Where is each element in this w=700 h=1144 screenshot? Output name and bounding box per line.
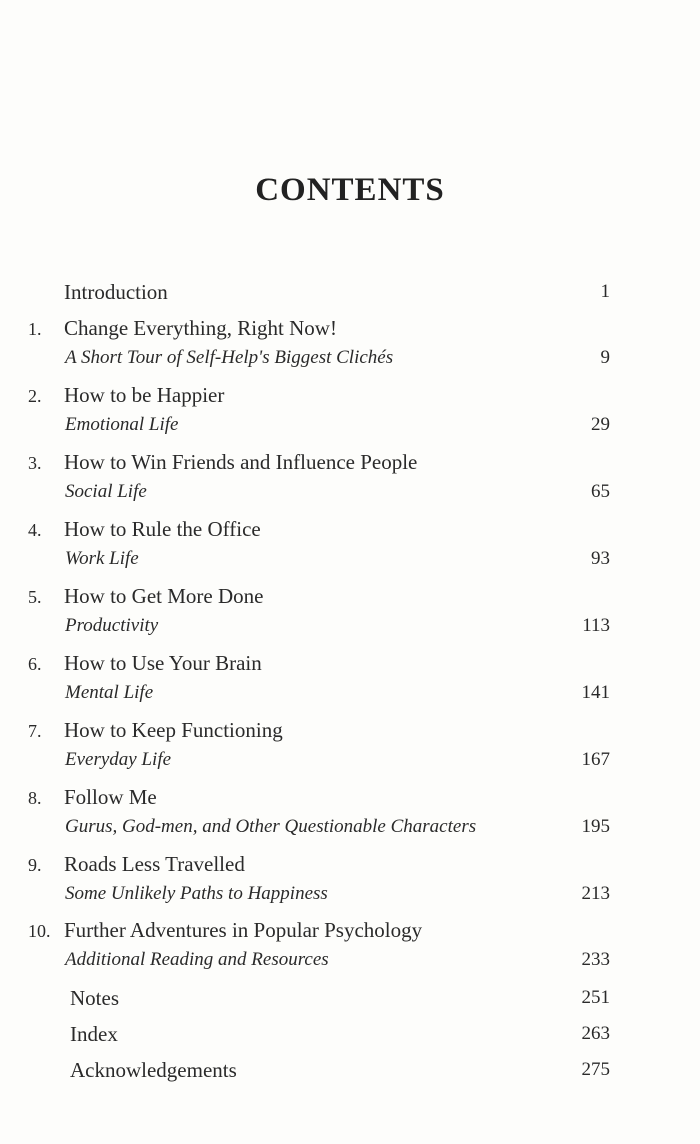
entry-page: 251 — [581, 987, 610, 1008]
entry-page: 141 — [581, 682, 610, 703]
entry-subtitle: Some Unlikely Paths to Happiness — [65, 883, 328, 904]
entry-subtitle: Everyday Life — [65, 749, 172, 770]
entry-subtitle: Gurus, God-men, and Other Questionable Characters — [65, 816, 477, 837]
chapter-number: 7. — [28, 721, 42, 741]
entry-subtitle: Productivity — [65, 615, 159, 636]
entry-subtitle: Work Life — [65, 548, 139, 569]
entry-page: 213 — [581, 883, 610, 904]
entry-page: 93 — [591, 548, 610, 569]
chapter-number: 2. — [28, 386, 42, 406]
chapter-number: 3. — [28, 453, 42, 473]
entry-subtitle: Emotional Life — [65, 414, 179, 435]
page-title: CONTENTS — [255, 172, 445, 208]
entry-title: How to Get More Done — [64, 584, 264, 608]
entry-title: How to be Happier — [64, 383, 225, 407]
entry-page: 275 — [581, 1059, 610, 1080]
entry-page: 167 — [581, 749, 610, 770]
entry-title: Follow Me — [64, 785, 157, 809]
entry-page: 113 — [582, 615, 610, 636]
entry-page: 263 — [581, 1023, 610, 1044]
chapter-number: 1. — [28, 319, 42, 339]
entry-title: How to Use Your Brain — [64, 651, 262, 675]
entry-page: 65 — [591, 481, 610, 502]
chapter-number: 8. — [28, 788, 42, 808]
entry-page: 233 — [581, 949, 610, 970]
entry-page: 29 — [591, 414, 610, 435]
entry-subtitle: Social Life — [65, 481, 147, 502]
entry-title: Acknowledgements — [70, 1058, 237, 1082]
entry-page: 9 — [600, 347, 610, 368]
entry-subtitle: Additional Reading and Resources — [65, 949, 329, 970]
chapter-number: 10. — [28, 921, 51, 941]
entry-subtitle: A Short Tour of Self-Help's Biggest Clichés — [65, 347, 394, 368]
chapter-number: 9. — [28, 855, 42, 875]
entry-subtitle: Mental Life — [65, 682, 154, 703]
entry-title: Index — [70, 1022, 118, 1046]
chapter-number: 5. — [28, 587, 42, 607]
entry-title: Further Adventures in Popular Psychology — [64, 918, 423, 942]
entry-title: Notes — [70, 986, 119, 1010]
entry-title: Change Everything, Right Now! — [64, 316, 337, 340]
entry-title: How to Keep Functioning — [64, 718, 283, 742]
entry-title: Roads Less Travelled — [64, 852, 245, 876]
chapter-number: 4. — [28, 520, 42, 540]
entry-title: How to Win Friends and Influence People — [64, 450, 418, 474]
entry-title: Introduction — [64, 280, 168, 304]
entry-page: 1 — [600, 281, 610, 302]
chapter-number: 6. — [28, 654, 42, 674]
entry-page: 195 — [581, 816, 610, 837]
entry-title: How to Rule the Office — [64, 517, 261, 541]
